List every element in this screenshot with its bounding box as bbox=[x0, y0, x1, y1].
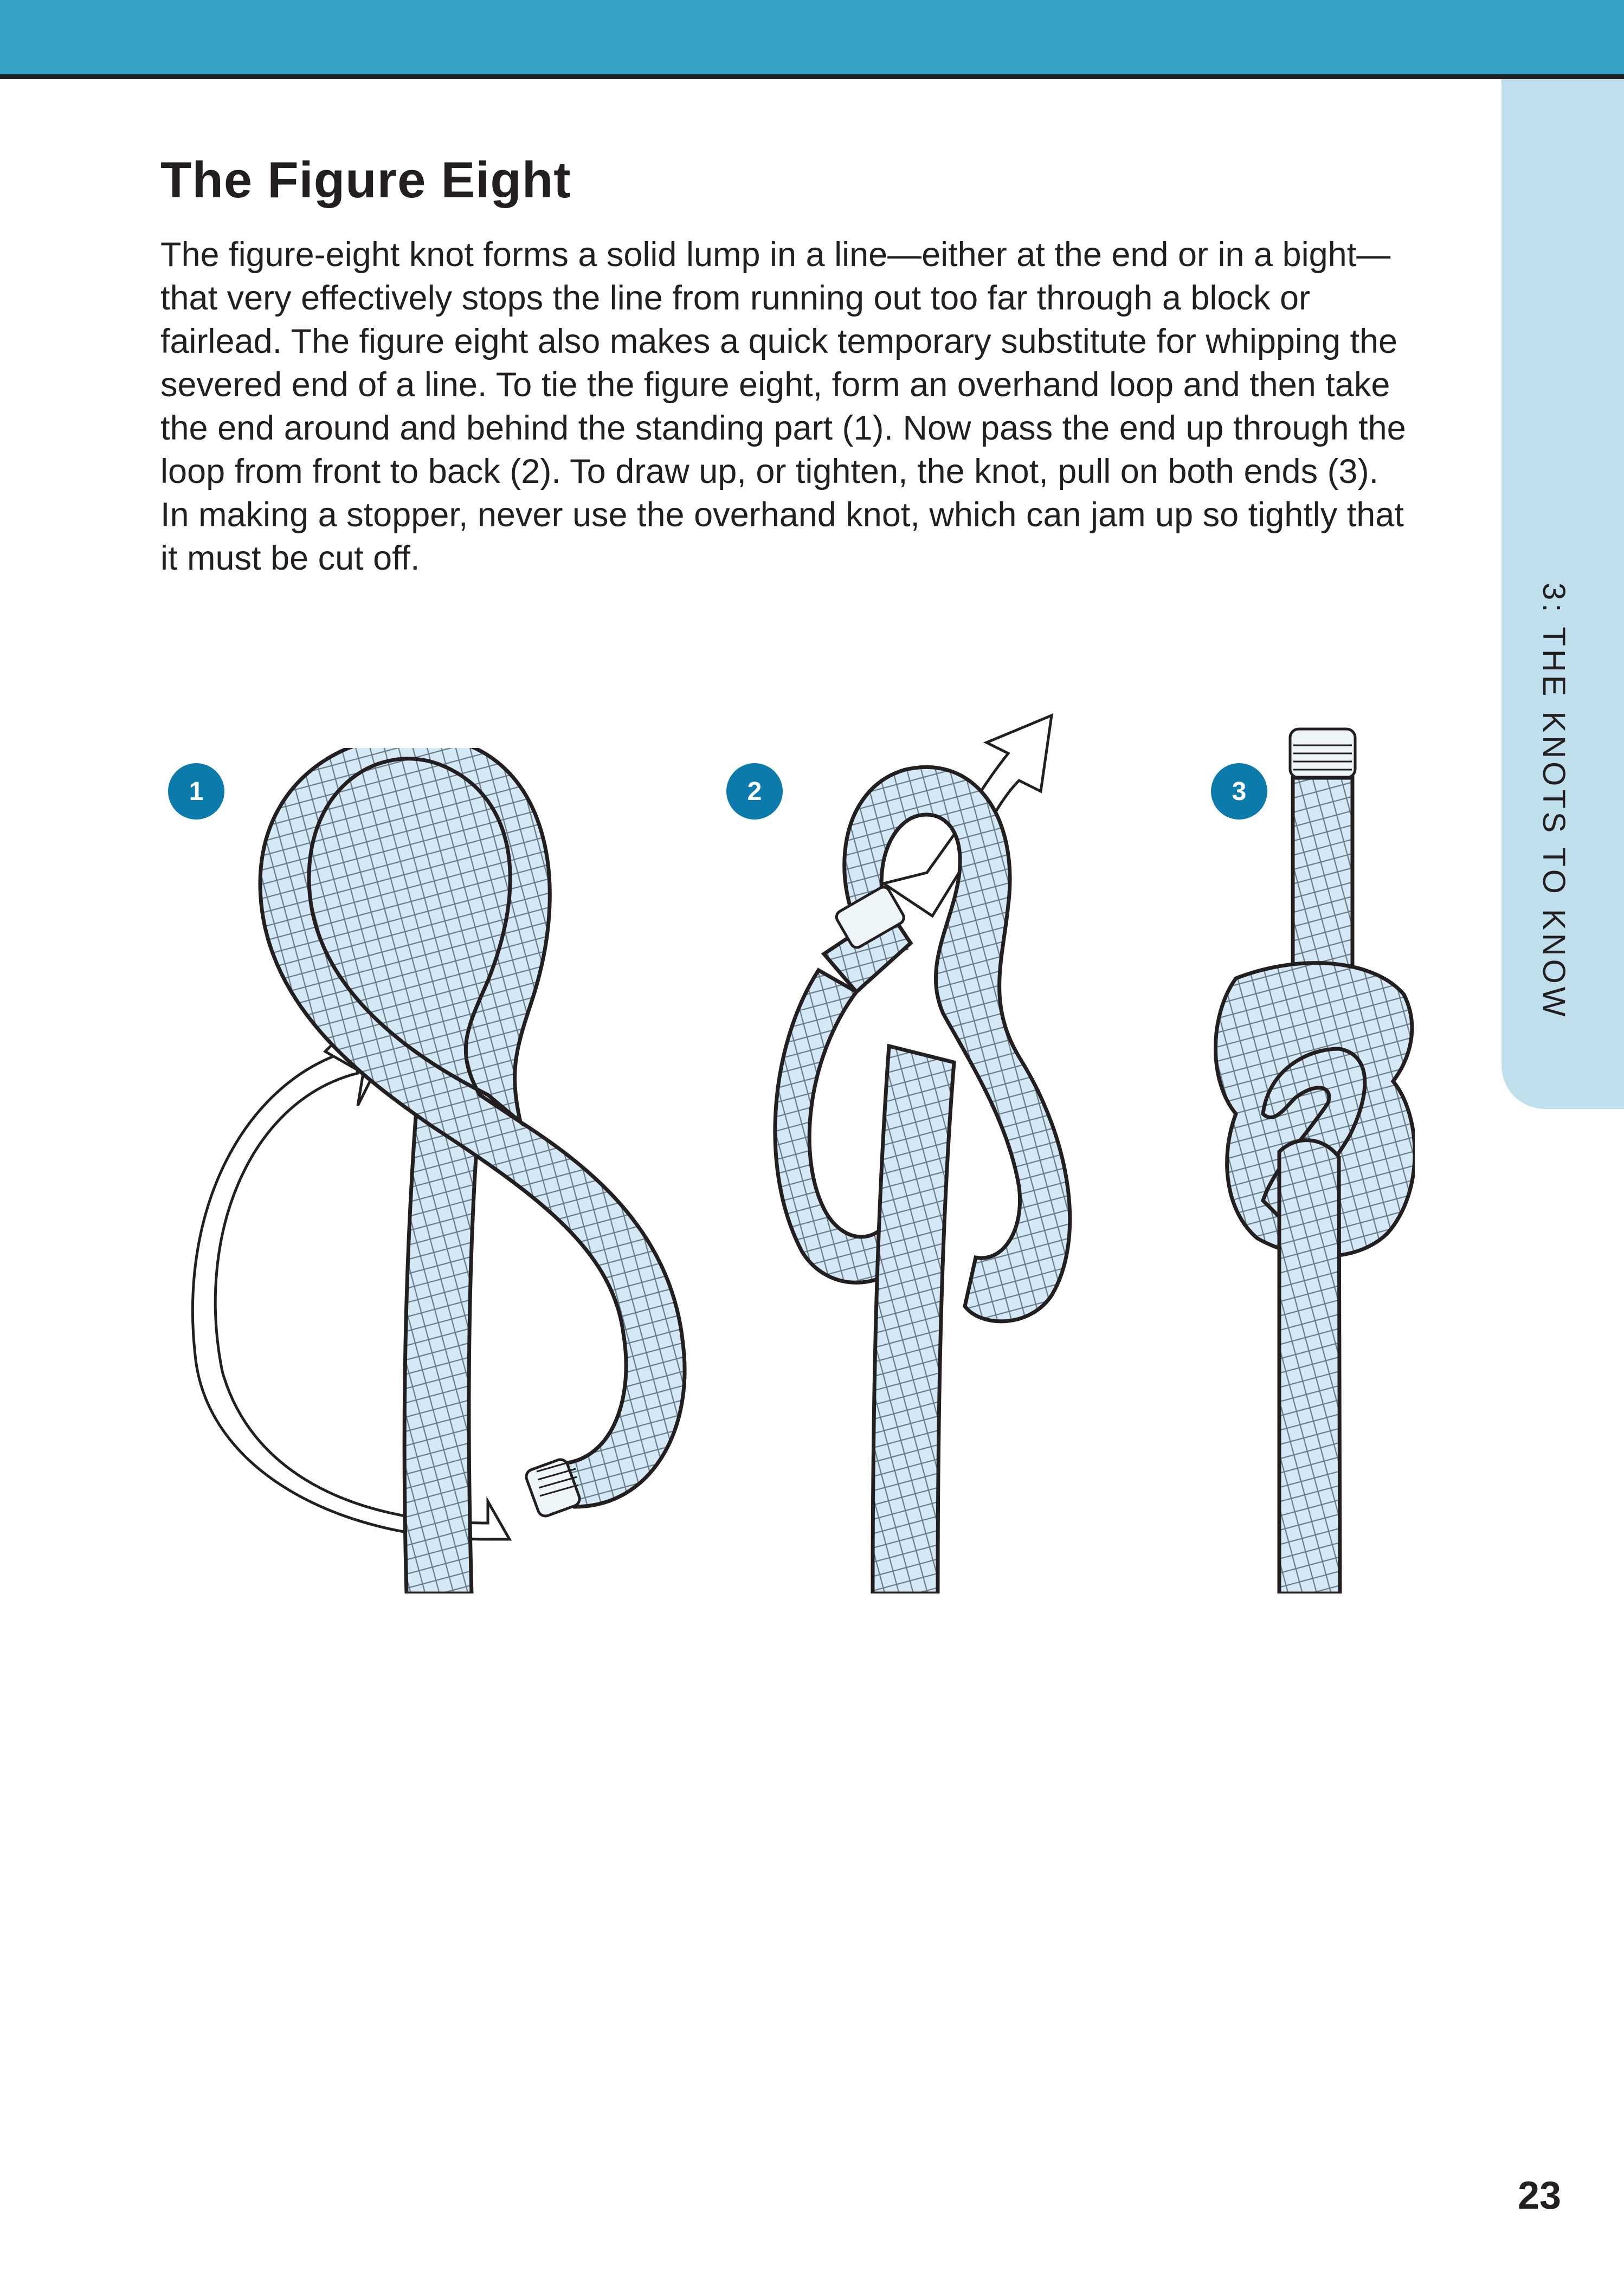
step-badge-3: 3 bbox=[1211, 763, 1267, 820]
body-line: The figure-eight knot forms a solid lump in a line—either at the end or in a bight— bbox=[160, 236, 1391, 274]
knot-step-1-illustration bbox=[184, 748, 705, 1593]
knot-step-3-illustration bbox=[1198, 724, 1415, 1593]
header-color-bar bbox=[0, 0, 1624, 74]
knot-step-2-illustration bbox=[748, 710, 1117, 1593]
body-paragraph bbox=[160, 233, 1461, 580]
body-line: the end around and behind the standing part (1). Now pass the end up through the bbox=[160, 409, 1406, 447]
body-line: fairlead. The figure eight also makes a quick temporary substitute for whipping the bbox=[160, 322, 1398, 360]
body-line: it must be cut off. bbox=[160, 539, 420, 577]
step-badge-1: 1 bbox=[168, 763, 224, 820]
section-title: The Figure Eight bbox=[160, 151, 571, 208]
header-rule bbox=[0, 74, 1624, 79]
body-line: In making a stopper, never use the overhand knot, which can jam up so tightly that bbox=[160, 496, 1404, 534]
body-line: loop from front to back (2). To draw up, or tighten, the knot, pull on both ends (3). bbox=[160, 453, 1379, 491]
body-line: that very effectively stops the line from running out too far through a block or bbox=[160, 279, 1310, 317]
page-number: 23 bbox=[1518, 2174, 1562, 2217]
body-line: severed end of a line. To tie the figure eight, form an overhand loop and then take bbox=[160, 366, 1390, 404]
chapter-tab-label: 3: THE KNOTS TO KNOW bbox=[1536, 583, 1571, 1020]
step-badge-2: 2 bbox=[726, 763, 783, 820]
